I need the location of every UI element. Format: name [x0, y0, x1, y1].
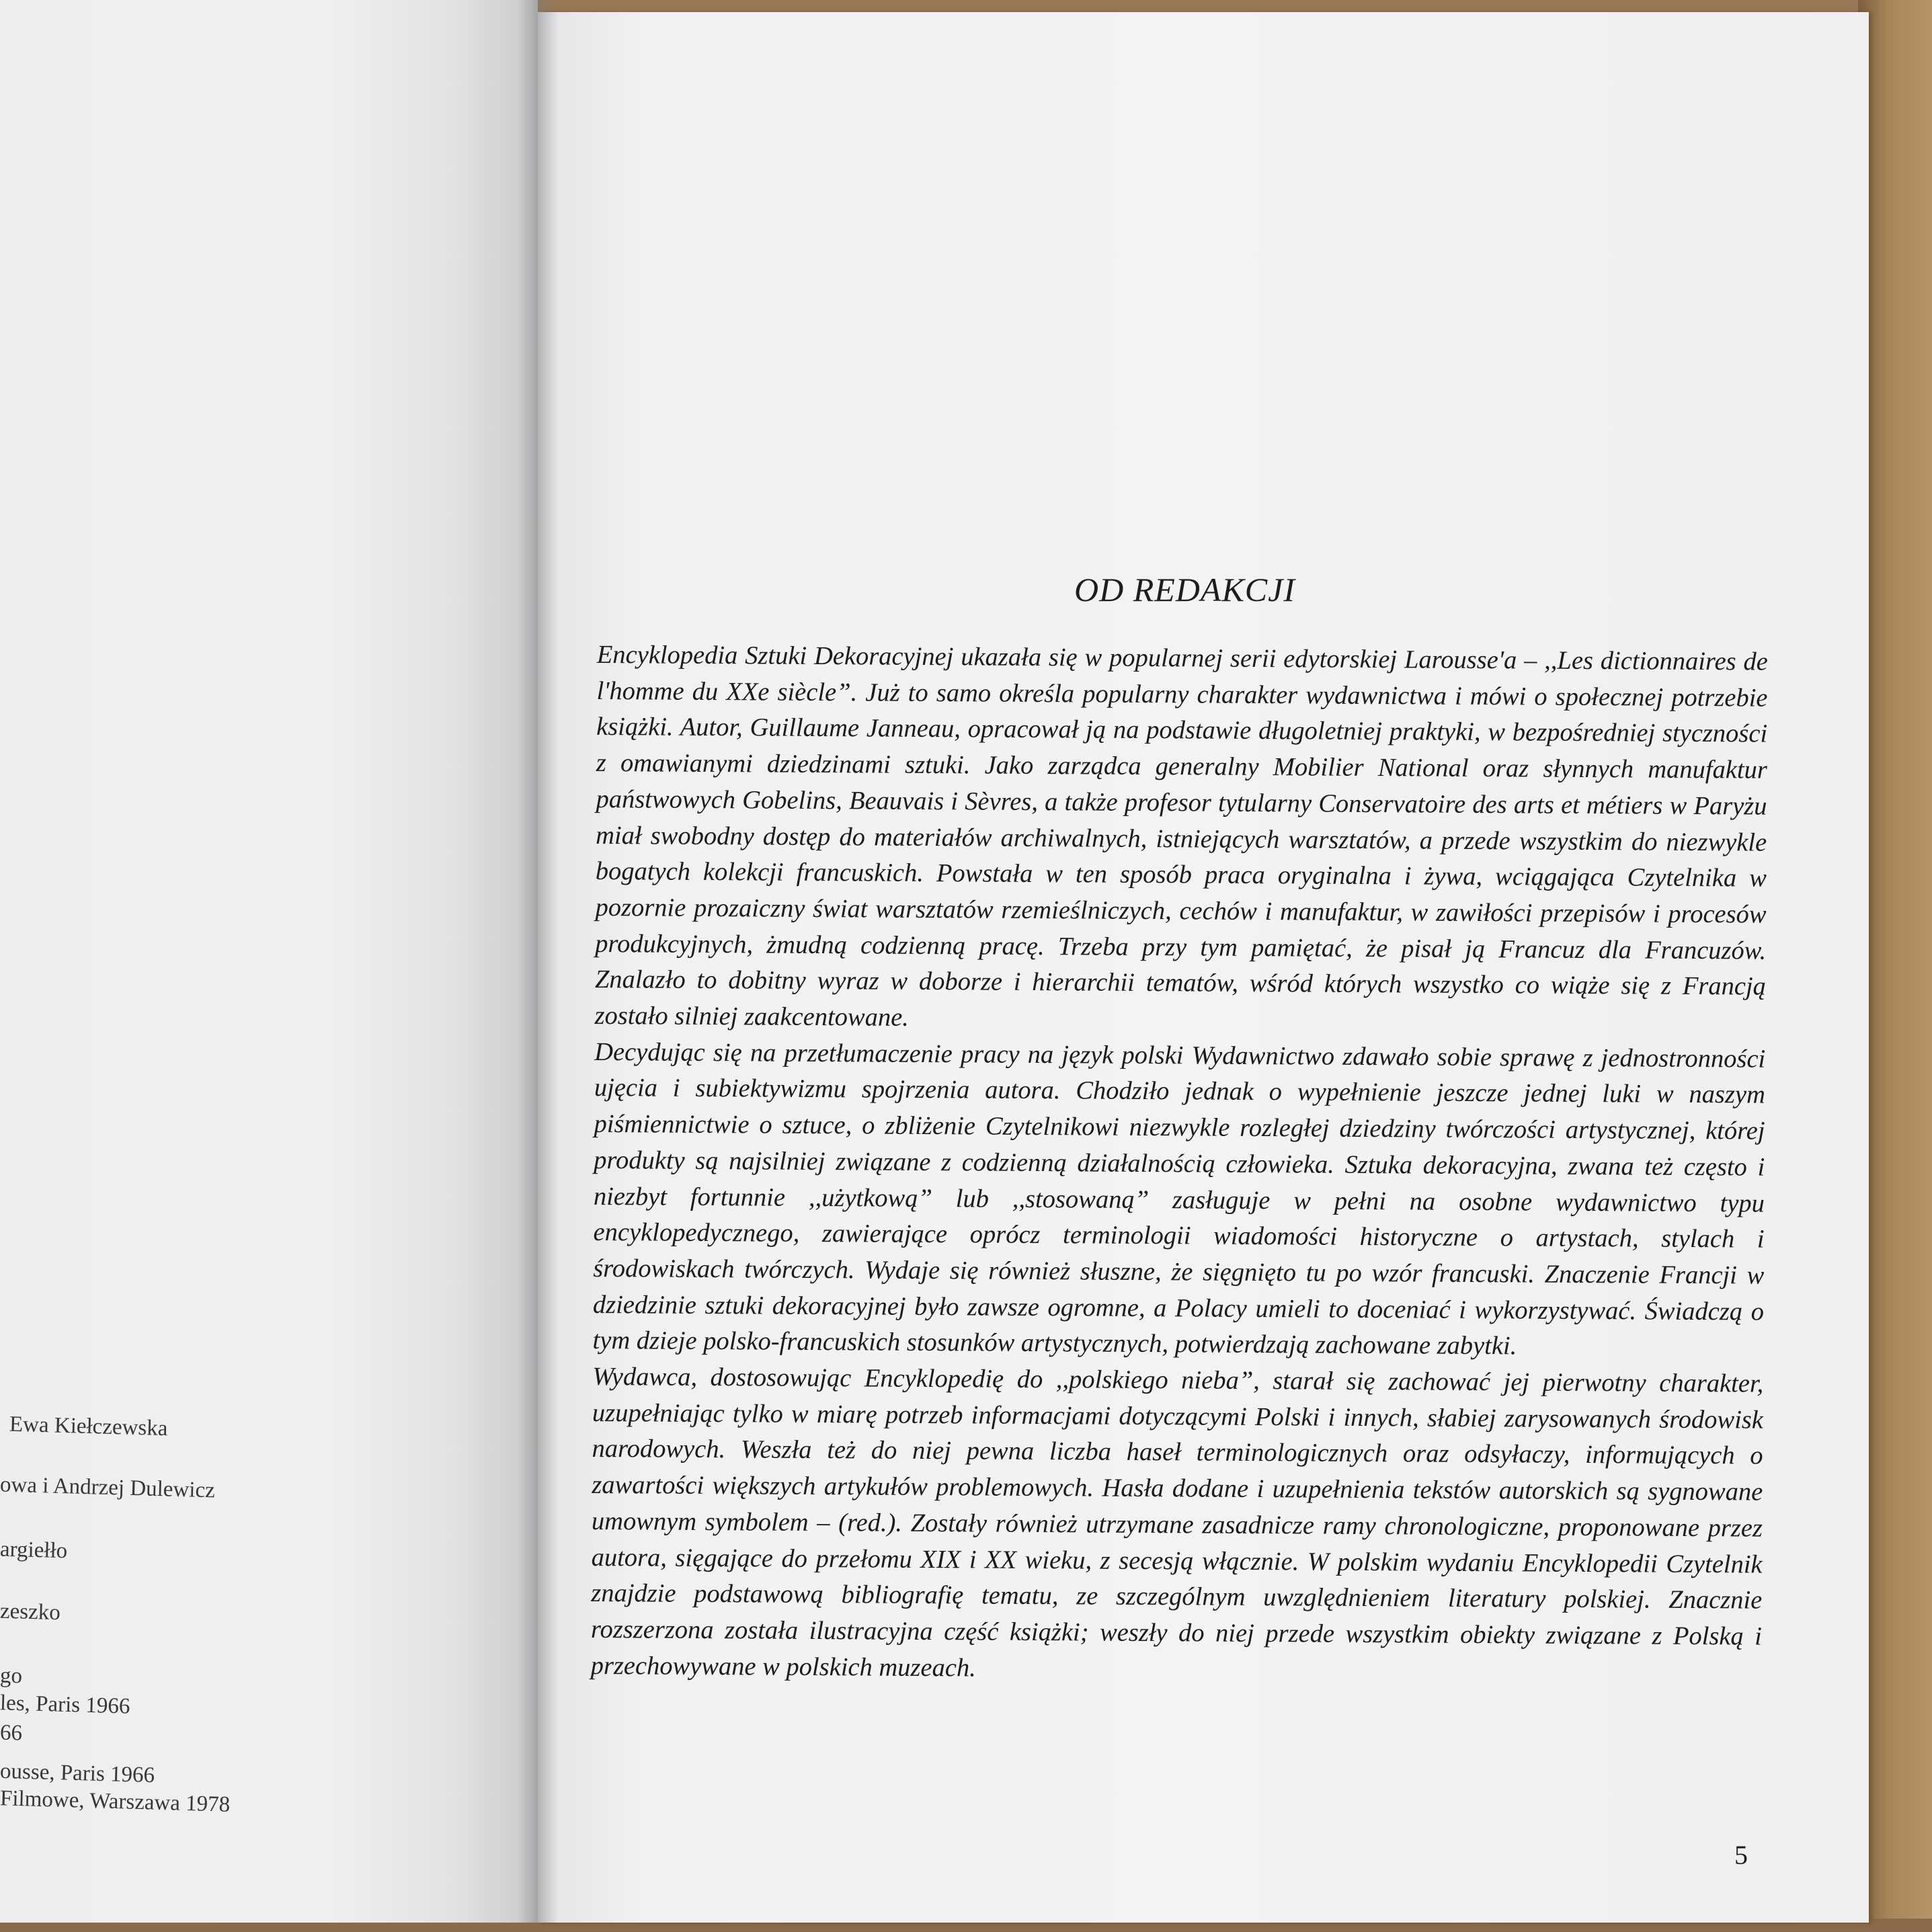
credit-line: les, Paris 1966: [0, 1691, 130, 1719]
body-text: [590, 637, 1767, 1691]
credits-block: [0, 1405, 289, 1876]
paragraph: Decydując się na przetłumaczenie pracy na język polski Wydawnictwo zdawało sobie sprawę z jednostronności ujęcia i subiektywizmu spojrzenia autora. Chodziło jednak o wypełnienie jeszcze jednej luki w naszym piśmiennictwie o sztuce, o zbliżenie Czytelnikowi niezwykle rozległej dziedziny twórczości artystycznej, której produkty są najsilniej związane z codzienną działalnością człowieka. Sztuka dekoracyjna, zwana też często i niezbyt fortunnie ,,użytkową” lub ,,stosowaną” zasługuje w pełni na osobne wydawnictwo typu encyklopedycznego, zawierające oprócz terminologii wiadomości historyczne o artystach, stylach i środowiskach twórczych. Wydaje się również słuszne, że sięgnięto tu po wzór francuski. Znaczenie Francji w dziedzinie sztuki dekoracyjnej było zawsze ogromne, a Polacy umieli to doceniać i wykorzystywać. Świadczą o tym dzieje polsko-francuskich stosunków artystycznych, potwierdzają zachowane zabytki.: [592, 1037, 1766, 1361]
page-number: 5: [1734, 1840, 1748, 1870]
page-heading: OD REDAKCJI: [1074, 571, 1295, 608]
credit-line: argiełło: [0, 1537, 68, 1564]
book-gutter: [518, 0, 558, 1923]
credit-line: ousse, Paris 1966: [0, 1759, 155, 1788]
credit-line: owa i Andrzej Dulewicz: [0, 1472, 216, 1503]
credit-line: Filmowe, Warszawa 1978: [0, 1786, 231, 1817]
paragraph: Encyklopedia Sztuki Dekoracyjnej ukazała się w popularnej serii edytorskiej Larousse'a – ,,Les dictionnaires de l'homme du XXe siècle”. Już to samo określa popularny charakter wydawnictwa i mówi o społecznej potrzebie książki. Autor, Guillaume Janneau, opracował ją na podstawie długoletniej praktyki, w bezpośredniej styczności z omawianymi dziedzinami sztuki. Jako zarządca generalny Mobilier National oraz słynnych manufaktur państwowych Gobelins, Beauvais i Sèvres, a także profesor tytularny Conservatoire des arts et métiers w Paryżu miał swobodny dostęp do materiałów archiwalnych, istniejących warsztatów, a przede wszystkim do niezwykle bogatych kolekcji francuskich. Powstała w ten sposób praca oryginalna i żywa, wciągająca Czytelnika w pozornie prozaiczny świat warsztatów rzemieślniczych, cechów i manufaktur, w zawiłości przepisów i procesów produkcyjnych, żmudną codzienną pracę. Trzeba przy tym pamiętać, że pisał ją Francuz dla Francuzów. Znalazło to dobitny wyraz w doborze i hierarchii tematów, wśród których wszystko co wiąże się z Francją zostało silniej zaakcentowane.: [594, 640, 1768, 1032]
credit-line: zeszko: [0, 1599, 61, 1625]
left-page: [0, 0, 538, 1923]
credit-line: Ewa Kiełczewska: [9, 1412, 168, 1441]
credit-line: go: [0, 1663, 23, 1689]
table-surface: [1858, 0, 1932, 1932]
credit-line: 66: [0, 1720, 23, 1746]
paragraph: Wydawca, dostosowując Encyklopedię do ,,polskiego nieba”, starał się zachować jej pierwotny charakter, uzupełniając tylko w miarę potrzeb informacjami dotyczącymi Polski i innych, słabiej zarysowanych środowisk narodowych. Weszła też do niej pewna liczba haseł terminologicznych oraz odsyłaczy, informujących o zawartości większych artykułów problemowych. Hasła dodane i uzupełnienia tekstów autorskich są sygnowane umownym symbolem – (red.). Zostały również utrzymane zasadnicze ramy chronologiczne, proponowane przez autora, sięgające do przełomu XIX i XX wieku, z secesją włącznie. W polskim wydaniu Encyklopedii Czytelnik znajdzie podstawową bibliografię tematu, ze szczególnym uwzględnieniem literatury polskiej. Znacznie rozszerzona została ilustracyjna część książki; weszły do niej przede wszystkim obiekty związane z Polską i przechowywane w polskich muzeach.: [590, 1363, 1764, 1683]
